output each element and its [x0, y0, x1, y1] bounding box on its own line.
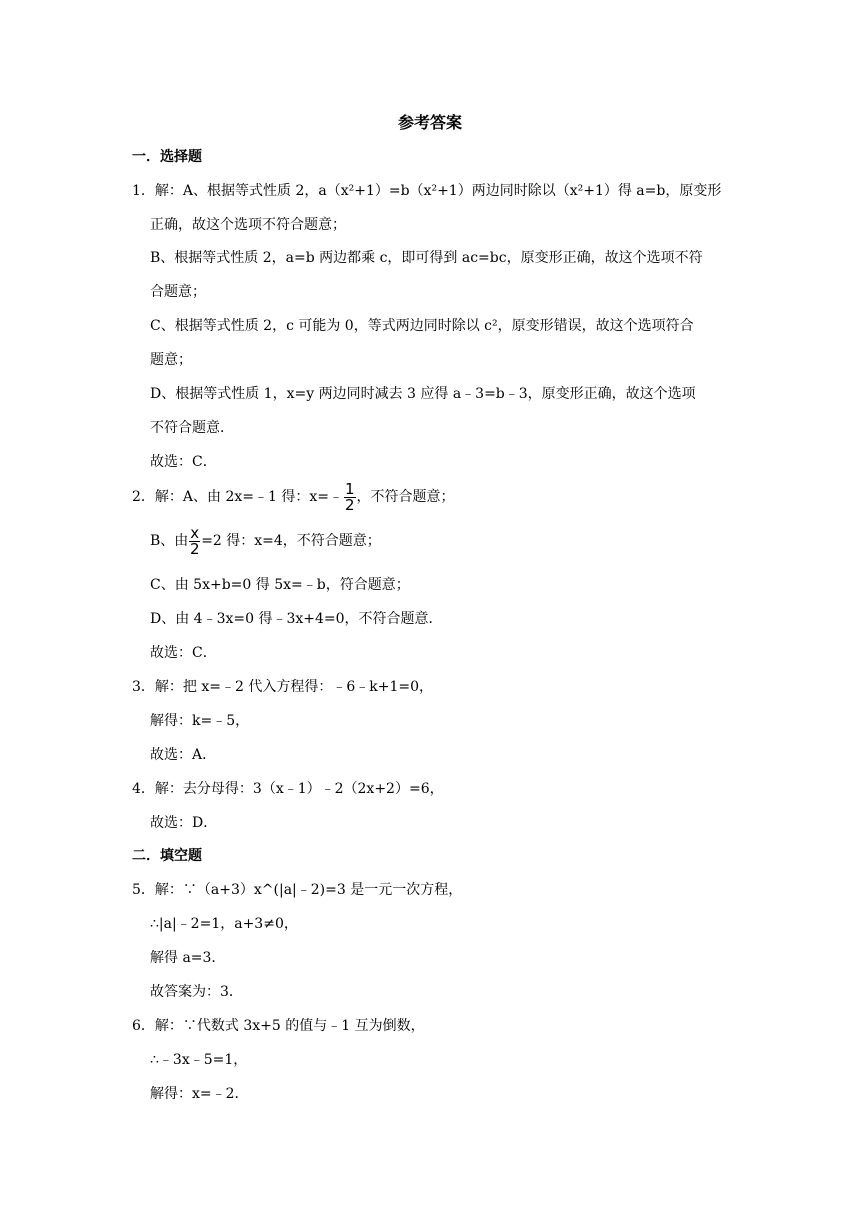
q5-answer: 故答案为：3．	[150, 984, 243, 1000]
q2-a-text: 2．解：A、由 2x=﹣1 得：x=﹣	[132, 489, 343, 505]
page-title: 参考答案	[397, 113, 462, 132]
q1-line-4: 合题意；	[150, 284, 206, 300]
q2-a-tail: ，不符合题意；	[356, 489, 455, 505]
q5-line-3: 解得 a=3．	[150, 950, 226, 966]
q1-line-1: 1．解：A、根据等式性质 2，a（x²+1）=b（x²+1）两边同时除以（x²+1）得 a=b，原变形	[132, 183, 722, 199]
q6-line-1: 6．解：∵代数式 3x+5 的值与﹣1 互为倒数，	[132, 1018, 425, 1034]
q1-line-8: 不符合题意．	[150, 420, 234, 436]
section-heading-choice: 一．选择题	[132, 149, 202, 165]
fraction-numerator: x	[190, 523, 200, 542]
q2-line-a	[132, 480, 455, 514]
fraction-one-half	[344, 479, 356, 514]
q3-answer: 故选：A．	[150, 747, 217, 763]
q5-line-1: 5．解：∵（a+3）x^(|a|﹣2)=3 是一元一次方程，	[132, 882, 463, 898]
fraction-x-over-2	[189, 523, 200, 558]
fraction-denominator: 2	[189, 539, 200, 558]
q6-line-2: ∴﹣3x﹣5=1，	[150, 1052, 248, 1068]
q3-line-2: 解得：k=﹣5，	[150, 713, 250, 729]
q2-answer: 故选：C．	[150, 645, 217, 661]
q4-line-1: 4．解：去分母得：3（x﹣1）﹣2（2x+2）=6，	[132, 781, 444, 797]
q1-line-5: C、根据等式性质 2，c 可能为 0，等式两边同时除以 c²，原变形错误，故这个选项符合	[150, 318, 694, 334]
q1-line-6: 题意；	[150, 352, 192, 368]
q2-b-tail: =2 得：x=4，不符合题意；	[201, 533, 381, 549]
q1-line-3: B、根据等式性质 2，a=b 两边都乘 c，即可得到 ac=bc，原变形正确，故这个选项不符	[150, 250, 703, 266]
q1-line-7: D、根据等式性质 1，x=y 两边同时减去 3 应得 a﹣3=b﹣3，原变形正确，故这个选项	[150, 386, 696, 402]
q1-answer: 故选：C．	[150, 454, 217, 470]
q1-line-2: 正确，故这个选项不符合题意；	[150, 217, 346, 233]
q2-b-text: B、由	[150, 533, 189, 549]
q5-line-2: ∴|a|﹣2=1，a+3≠0，	[150, 916, 298, 932]
fraction-numerator: 1	[344, 479, 355, 498]
fraction-denominator: 2	[344, 495, 355, 514]
q2-line-b	[150, 524, 381, 558]
q4-answer: 故选：D．	[150, 815, 218, 831]
q6-line-3: 解得：x=﹣2．	[150, 1086, 249, 1102]
section-heading-fill: 二．填空题	[132, 848, 202, 864]
q2-line-d: D、由 4﹣3x=0 得﹣3x+4=0，不符合题意．	[150, 611, 443, 627]
q3-line-1: 3．解：把 x=﹣2 代入方程得：﹣6﹣k+1=0，	[132, 679, 434, 695]
q2-line-c: C、由 5x+b=0 得 5x=﹣b，符合题意；	[150, 577, 410, 593]
